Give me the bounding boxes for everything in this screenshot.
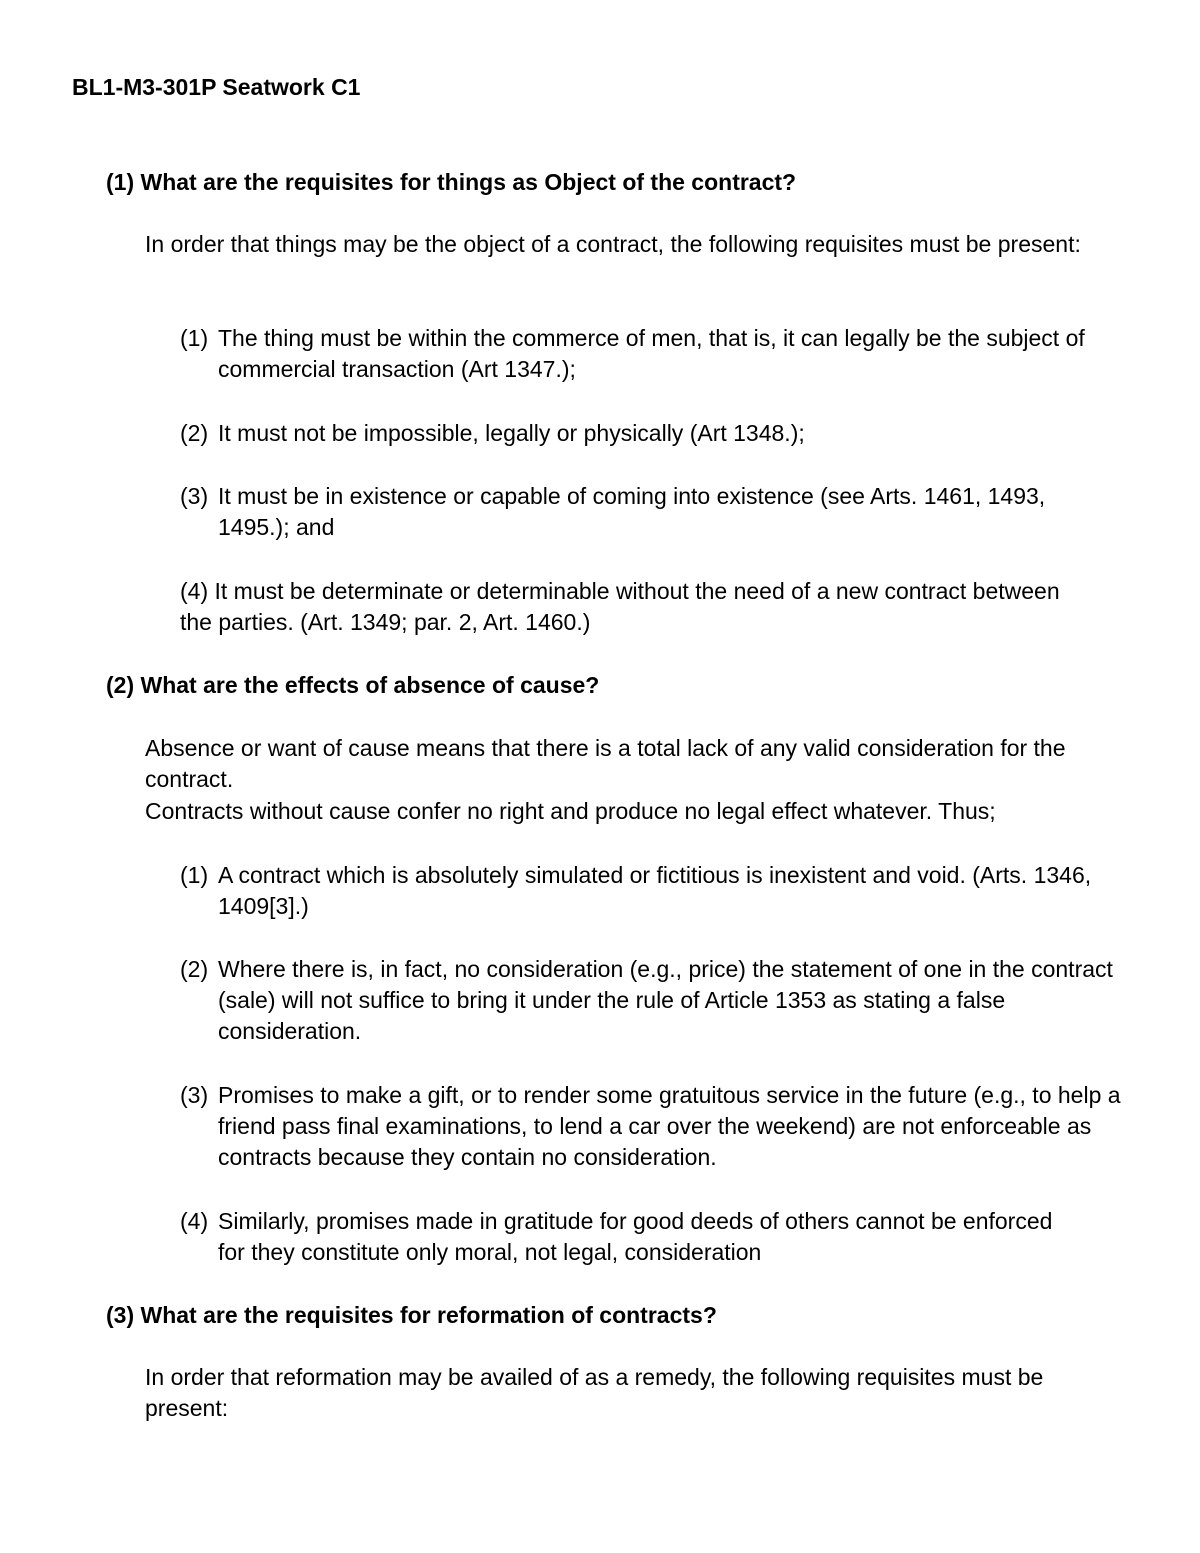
q1-item-3-text: It must be in existence or capable of coming into existence (see Arts. 1461, 1493, 1495.); and <box>218 483 1046 540</box>
q3-intro: In order that reformation may be availed of as a remedy, the following requisites must be present: <box>145 1364 1044 1421</box>
question-1: (1) What are the requisites for things as Object of the contract? <box>106 169 797 195</box>
q1-item-1-num: (1) <box>180 325 209 351</box>
q1-item-1-text: The thing must be within the commerce of men, that is, it can legally be the subject of commercial transaction (Art 1347.); <box>218 325 1085 382</box>
q2-item-1-num: (1) <box>180 862 209 888</box>
q1-item-2-num: (2) <box>180 420 209 446</box>
q1-item-2-text: It must not be impossible, legally or physically (Art 1348.); <box>218 420 805 446</box>
q1-intro: In order that things may be the object of a contract, the following requisites must be present: <box>145 231 1081 257</box>
question-3: (3) What are the requisites for reformation of contracts? <box>106 1302 717 1328</box>
q2-item-4-num: (4) <box>180 1208 209 1234</box>
q2-item-3 <box>180 1080 1140 1173</box>
q1-item-3-num: (3) <box>180 483 209 509</box>
q2-item-3-text: Promises to make a gift, or to render some gratuitous service in the future (e.g., to help a friend pass final examinations, to lend a car over the weekend) are not enforceable as contracts because they contain no consideration. <box>218 1082 1121 1170</box>
q2-intro-2: Contracts without cause confer no right and produce no legal effect whatever. Thus; <box>145 798 996 824</box>
q2-item-1-text: A contract which is absolutely simulated or fictitious is inexistent and void. (Arts. 1346, 1409[3].) <box>218 862 1092 919</box>
q2-item-2-text: Where there is, in fact, no consideration (e.g., price) the statement of one in the contract (sale) will not suffice to bring it under the rule of Article 1353 as stating a false consideration. <box>218 956 1113 1044</box>
q1-item-2 <box>180 418 1140 449</box>
q1-item-4 <box>180 576 1070 638</box>
q1-item-4-num: (4) <box>180 578 209 604</box>
q2-item-4 <box>180 1206 1060 1268</box>
q2-item-4-text: Similarly, promises made in gratitude for good deeds of others cannot be enforced for they constitute only moral, not legal, consideration <box>218 1208 1053 1265</box>
document-title: BL1-M3-301P Seatwork C1 <box>72 74 361 100</box>
question-2: (2) What are the effects of absence of cause? <box>106 672 600 698</box>
q2-intro: Absence or want of cause means that there is a total lack of any valid consideration for the contract. <box>145 735 1066 792</box>
q2-item-2-num: (2) <box>180 956 209 982</box>
q1-item-1 <box>180 323 1140 385</box>
q2-item-2 <box>180 954 1140 1047</box>
q2-item-3-num: (3) <box>180 1082 209 1108</box>
q1-item-3 <box>180 481 1080 543</box>
q1-item-4-text: It must be determinate or determinable without the need of a new contract between the parties. (Art. 1349; par. 2, Art. 1460.) <box>180 578 1060 635</box>
q2-item-1 <box>180 860 1140 922</box>
